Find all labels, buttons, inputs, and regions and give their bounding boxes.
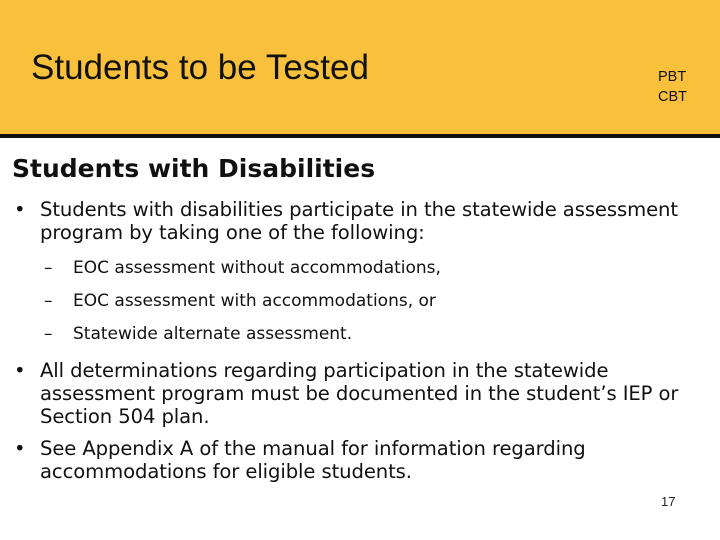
sub-item-text: EOC assessment without accommodations, (73, 258, 441, 278)
slide-title: Students to be Tested (31, 48, 369, 87)
bullet-text: All determinations regarding participation in the statewide assessment program must be documented in the student’s IEP or Section 504 plan. (40, 359, 679, 428)
bullet-item (14, 198, 714, 244)
sub-item-text: Statewide alternate assessment. (73, 324, 353, 344)
sub-item (44, 252, 714, 285)
banner-divider (0, 134, 720, 138)
sub-item-text: EOC assessment with accommodations, or (73, 291, 436, 311)
sub-list (44, 252, 714, 351)
page-number: 17 (661, 494, 676, 509)
tag-pbt: PBT (658, 69, 687, 85)
bullet-item (14, 359, 714, 428)
test-mode-tags (658, 67, 687, 107)
bullet-marker: • (14, 359, 26, 382)
dash-marker: – (44, 324, 53, 344)
sub-item (44, 285, 714, 318)
dash-marker: – (44, 258, 53, 278)
bullet-item (14, 437, 714, 483)
bullet-text: See Appendix A of the manual for information regarding accommodations for eligible students. (40, 437, 586, 483)
bullet-marker: • (14, 198, 26, 221)
bullet-marker: • (14, 437, 26, 460)
bullet-text: Students with disabilities participate in the statewide assessment program by taking one of the following: (40, 198, 678, 244)
sub-item (44, 318, 714, 351)
bullet-list (14, 198, 714, 483)
section-heading: Students with Disabilities (12, 154, 376, 183)
dash-marker: – (44, 291, 53, 311)
tag-cbt: CBT (658, 89, 687, 105)
title-banner (0, 0, 720, 136)
